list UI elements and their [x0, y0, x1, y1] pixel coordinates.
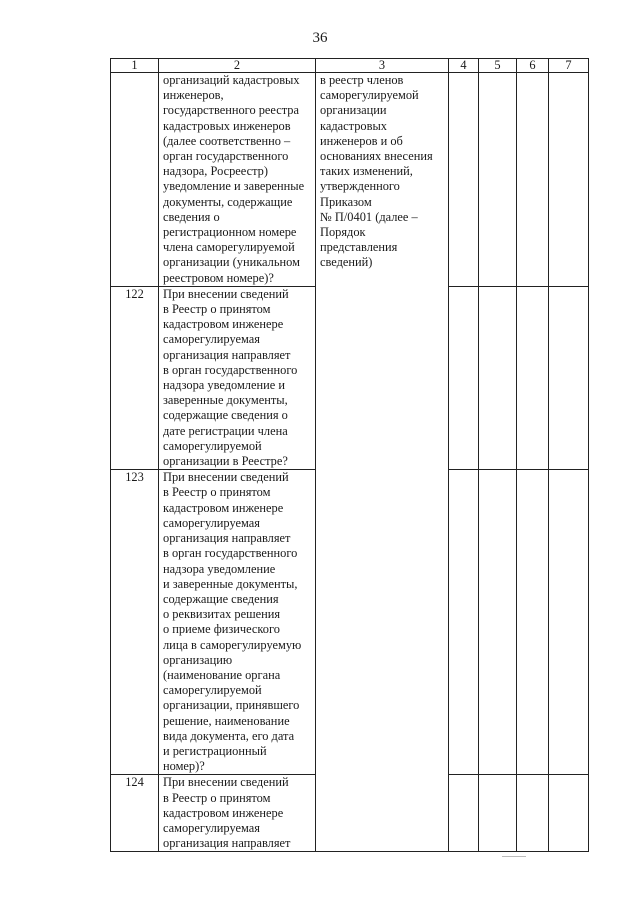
answer-cell-4: [449, 286, 479, 469]
answer-cell-5: [479, 286, 517, 469]
answer-cell-7: [549, 775, 589, 852]
column-header-2: 2: [159, 59, 316, 73]
answer-cell-6: [517, 470, 549, 775]
answer-cell-6: [517, 73, 549, 287]
column-header-4: 4: [449, 59, 479, 73]
answer-cell-5: [479, 775, 517, 852]
answer-cell-7: [549, 73, 589, 287]
answer-cell-4: [449, 73, 479, 287]
column-header-6: 6: [517, 59, 549, 73]
requirements-table: [110, 58, 589, 852]
answer-cell-5: [479, 73, 517, 287]
question-text: организаций кадастровых инженеров, государственного реестра кадастровых инженеров (далее соответственно – орган государственного надзора, Росреестр) уведомление и заверенные документы, содержащие сведения о регистрационном номере члена саморегулируемой организации (уникальном реестровом номере)?: [159, 73, 316, 287]
question-text: При внесении сведений в Реестр о принятом кадастровом инженере саморегулируемая организация направляет в орган государственного надзора уведомление и заверенные документы, содержащие сведения о реквизитах решения о приеме физического лица в саморегулируемую организацию (наименование органа саморегулируемой организации, принявшего решение, наименование вида документа, его дата и регистрационный номер)?: [159, 470, 316, 775]
answer-cell-5: [479, 470, 517, 775]
row-number: 124: [111, 775, 159, 852]
legal-reference: в реестр членов саморегулируемой организации кадастровых инженеров и об основаниях внесения таких изменений, утвержденного Приказом № П/0401 (далее – Порядок представления сведений): [316, 73, 449, 852]
table-header-row: [111, 59, 589, 73]
answer-cell-7: [549, 286, 589, 469]
scan-mark: [502, 856, 526, 857]
answer-cell-6: [517, 775, 549, 852]
page-number: 36: [312, 30, 328, 46]
column-header-7: 7: [549, 59, 589, 73]
question-text: При внесении сведений в Реестр о принятом кадастровом инженере саморегулируемая организация направляет в орган государственного надзора уведомление и заверенные документы, содержащие сведения о дате регистрации члена саморегулируемой организации в Реестре?: [159, 286, 316, 469]
row-number: 123: [111, 470, 159, 775]
column-header-5: 5: [479, 59, 517, 73]
row-number: [111, 73, 159, 287]
table-row: [111, 73, 589, 287]
question-text: При внесении сведений в Реестр о принятом кадастровом инженере саморегулируемая организация направляет: [159, 775, 316, 852]
column-header-1: 1: [111, 59, 159, 73]
answer-cell-6: [517, 286, 549, 469]
column-header-3: 3: [316, 59, 449, 73]
answer-cell-7: [549, 470, 589, 775]
answer-cell-4: [449, 775, 479, 852]
row-number: 122: [111, 286, 159, 469]
answer-cell-4: [449, 470, 479, 775]
